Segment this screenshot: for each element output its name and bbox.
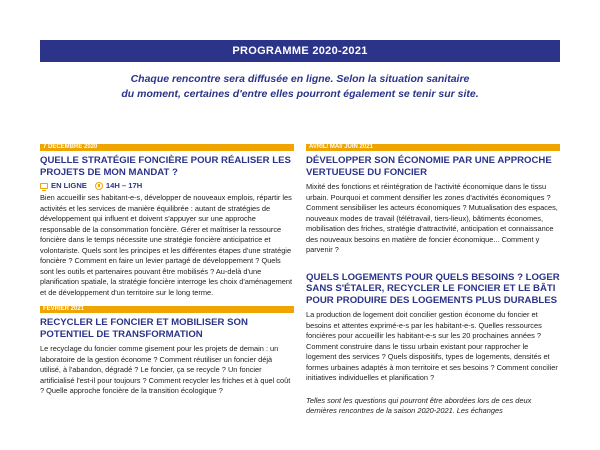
- event-time: 14H – 17H: [105, 181, 143, 190]
- intro-line-2: du moment, certaines d'entre elles pourront également se tenir sur site.: [121, 88, 479, 100]
- closing-note: Telles sont les questions qui pourront être abordées lors de ces deux dernières rencontres de la saison 2020-2021. Les échanges: [306, 395, 532, 415]
- monitor-icon: [40, 183, 48, 189]
- event-title: QUELLE STRATÉGIE FONCIÈRE POUR RÉALISER LES PROJETS DE MON MANDAT ?: [40, 155, 291, 178]
- clock-icon: [95, 182, 103, 190]
- event-december: [40, 144, 294, 298]
- date-tag: FÉVRIER 2021: [40, 306, 294, 313]
- event-meta: [40, 181, 294, 191]
- right-column: [306, 144, 560, 417]
- event-description: Le recyclage du foncier comme gisement pour les projets de demain : un laboratoire de la gestion économe ? Comment réutiliser un foncier déjà utilisé, à l'abandon, dégradé ? Le foncier, ça se recycle ? Un foncier artificialisé l'est-il pour toujours ? Comment recycler les friches et à quel coût ? Quelle approche foncière de la transition écologique ?: [40, 344, 291, 395]
- event-description: La production de logement doit concilier gestion économe du foncier et besoins et attentes exprimé-e-s par les habitant-e-s. Quelles ressources foncières pour accueillir les habitant-e-s sur les 20 prochaines années ? Comment construire dans le tissu urbain existant pour rapprocher le logement des services ? Quels dispositifs, types de logements, densités et formes urbaines adaptés à mon territoire et ses besoins ? Comment concilier initiatives individuelles et planification ?: [306, 310, 558, 382]
- programme-banner: [40, 40, 560, 62]
- left-column: [40, 144, 294, 397]
- event-title: RECYCLER LE FONCIER ET MOBILISER SON POTENTIEL DE TRANSFORMATION: [40, 317, 248, 340]
- intro-line-1: Chaque rencontre sera diffusée en ligne. Selon la situation sanitaire: [130, 73, 470, 85]
- event-description: Mixité des fonctions et réintégration de l'activité économique dans le tissu urbain. Pourquoi et comment densifier les zones d'activités économiques ? Comment sensibiliser les acteurs économiques ? Mutualisation des espaces, nouveaux modes de travail (télétravail, tiers-lieux), bâtiments économes, mobilisation des friches, stratégie d'attractivité, anticipation et connaissance des nouveaux besoins en matière de foncier économique... Comment y parvenir ?: [306, 182, 558, 254]
- intro-text: [40, 72, 560, 102]
- event-february: [40, 306, 294, 397]
- event-description: Bien accueillir ses habitant-e-s, développer de nouveaux emplois, répartir les activités et les services de manière équilibrée : autant de stratégies de développement qui influent et doivent s'appuyer sur une approche responsable de la consommation foncière. Gérer et maîtriser la ressource foncière dans le temps nécessite une stratégie foncière anticipatrice et volontariste. Quels sont les principes et les différentes étapes d'une stratégie foncière ? Comment en faire un levier partagé de développement ? Quels sont les outils et partenaires pouvant être mobilisés ? Au-delà d'une planification spatiale, la stratégie foncière interroge les choix d'aménagement et de développement d'un territoire sur le long terme.: [40, 193, 293, 297]
- programme-title: PROGRAMME 2020-2021: [232, 45, 368, 57]
- date-tag: AVRIL/ MAI/ JUIN 2021: [306, 144, 560, 151]
- event-spring: [306, 144, 560, 256]
- event-title: QUELS LOGEMENTS POUR QUELS BESOINS ? LOGER SANS S'ÉTALER, RECYCLER LE FONCIER ET LE BÂTI POUR PRODUIRE DES LOGEMENTS PLUS DURABLES: [306, 271, 560, 306]
- event-title: DÉVELOPPER SON ÉCONOMIE PAR UNE APPROCHE VERTUEUSE DU FONCIER: [306, 155, 552, 178]
- date-tag: 7 DÉCEMBRE 2020: [40, 144, 294, 151]
- event-housing: [306, 272, 560, 384]
- event-mode: EN LIGNE: [51, 181, 87, 190]
